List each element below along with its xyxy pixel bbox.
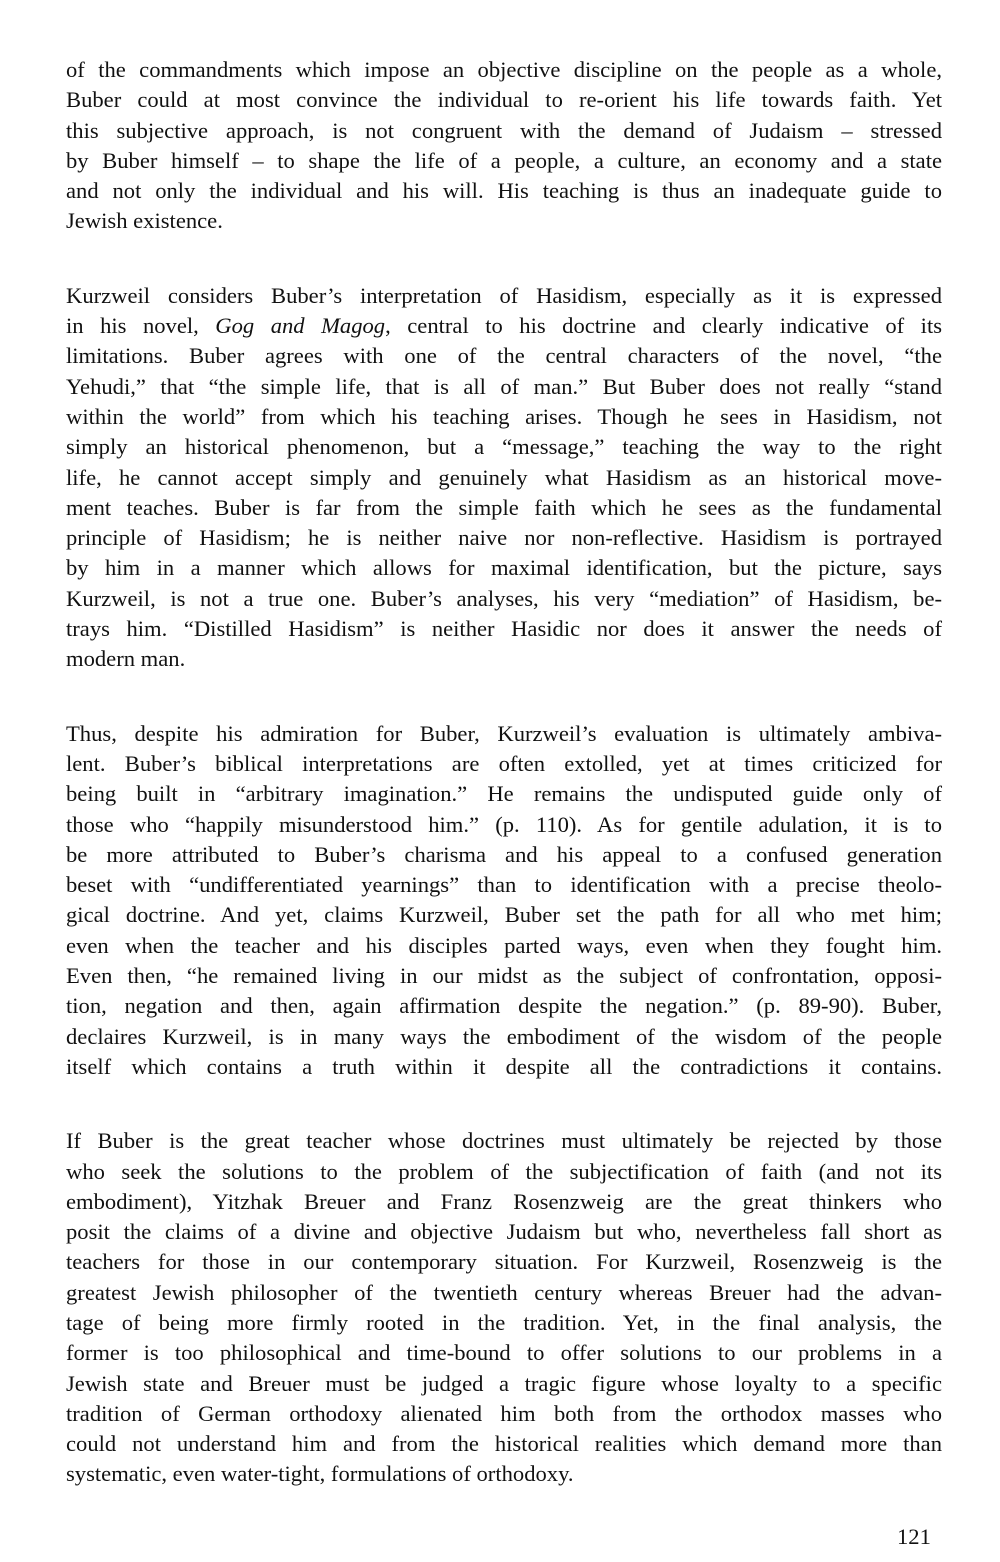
text-line: systematic, even water-tight, formulations of orthodoxy.: [66, 1461, 574, 1487]
text-line: tage of being more firmly rooted in the tradition. Yet, in the final analysis, the: [66, 1309, 942, 1335]
text-line: being built in “arbitrary imagination.” He remains the undisputed guide only of: [66, 781, 942, 807]
text-line: If Buber is the great teacher whose doctrines must ultimately be rejected by those: [66, 1128, 942, 1154]
text-line: could not understand him and from the historical realities which demand more than: [66, 1431, 942, 1457]
text-line: principle of Hasidism; he is neither naive nor non-reflective. Hasidism is portrayed: [66, 525, 942, 551]
text-line: Kurzweil considers Buber’s interpretation of Hasidism, especially as it is expressed: [66, 282, 942, 308]
paragraph-4: [66, 1126, 942, 1490]
book-title: Gog and Magog: [215, 313, 386, 339]
text-line: teachers for those in our contemporary situation. For Kurzweil, Rosenzweig is the: [66, 1249, 942, 1275]
text-line: Buber could at most convince the individual to re-orient his life towards faith. Yet: [66, 87, 942, 113]
text-line: this subjective approach, is not congruent with the demand of Judaism – stressed: [66, 117, 942, 143]
text-line: lent. Buber’s biblical interpretations are often extolled, yet at times criticized for: [66, 750, 942, 776]
paragraph-gap: [66, 675, 942, 719]
text-line: by him in a manner which allows for maximal identification, but the picture, says: [66, 555, 942, 581]
text-line: Thus, despite his admiration for Buber, Kurzweil’s evaluation is ultimately ambiva-: [66, 720, 942, 746]
text-line: modern man.: [66, 646, 186, 672]
page-number: 121: [897, 1524, 931, 1549]
text-line: Jewish state and Breuer must be judged a tragic figure whose loyalty to a specific: [66, 1370, 942, 1396]
text-line: former is too philosophical and time-bound to offer solutions to our problems in a: [66, 1340, 942, 1366]
text-line: Jewish existence.: [66, 208, 223, 234]
text-line: beset with “undifferentiated yearnings” than to identification with a precise theolo-: [66, 872, 942, 898]
body-text: [66, 55, 942, 1490]
text-line: simply an historical phenomenon, but a “message,” teaching the way to the right: [66, 434, 942, 460]
text-line: limitations. Buber agrees with one of the central characters of the novel, “the: [66, 343, 942, 369]
text-line: in his novel, Gog and Magog, central to his doctrine and clearly indicative of its: [66, 313, 943, 339]
text-line: itself which contains a truth within it despite all the contradictions it contains.: [66, 1053, 942, 1079]
text-line: Yehudi,” that “the simple life, that is all of man.” But Buber does not really “stand: [66, 373, 942, 399]
text-line: Even then, “he remained living in our midst as the subject of confrontation, opposi-: [66, 963, 942, 989]
text-line: by Buber himself – to shape the life of a people, a culture, an economy and a state: [66, 147, 942, 173]
text-line: gical doctrine. And yet, claims Kurzweil, Buber set the path for all who met him;: [66, 902, 942, 928]
text-line: Kurzweil, is not a true one. Buber’s analyses, his very “mediation” of Hasidism, be-: [66, 585, 942, 611]
paragraph-gap: [66, 1082, 942, 1126]
text-line: within the world” from which his teaching arises. Though he sees in Hasidism, not: [66, 403, 942, 429]
text-line: even when the teacher and his disciples parted ways, even when they fought him.: [66, 932, 942, 958]
text-line: tradition of German orthodoxy alienated him both from the orthodox masses who: [66, 1400, 942, 1426]
text-line: greatest Jewish philosopher of the twentieth century whereas Breuer had the advan-: [66, 1279, 942, 1305]
paragraph-gap: [66, 237, 942, 281]
paragraph-2: [66, 281, 942, 675]
text-line: and not only the individual and his will. His teaching is thus an inadequate guide to: [66, 178, 942, 204]
text-line: embodiment), Yitzhak Breuer and Franz Rosenzweig are the great thinkers who: [66, 1188, 942, 1214]
paragraph-3: [66, 719, 942, 1083]
text-line: those who “happily misunderstood him.” (p. 110). As for gentile adulation, it is to: [66, 811, 942, 837]
paragraph-1: [66, 55, 942, 237]
text-line: who seek the solutions to the problem of the subjectification of faith (and not its: [66, 1158, 942, 1184]
text-line: life, he cannot accept simply and genuinely what Hasidism as an historical move-: [66, 464, 942, 490]
text-line: ment teaches. Buber is far from the simple faith which he sees as the fundamental: [66, 494, 942, 520]
text-line: declaires Kurzweil, is in many ways the embodiment of the wisdom of the people: [66, 1023, 942, 1049]
text-line: of the commandments which impose an objective discipline on the people as a whole,: [66, 57, 942, 82]
text-line: be more attributed to Buber’s charisma and his appeal to a confused generation: [66, 841, 942, 867]
text-line: tion, negation and then, again affirmation despite the negation.” (p. 89-90). Buber,: [66, 993, 942, 1019]
text-line: posit the claims of a divine and objective Judaism but who, nevertheless fall short as: [66, 1219, 942, 1245]
text-line: trays him. “Distilled Hasidism” is neither Hasidic nor does it answer the needs of: [66, 616, 942, 642]
